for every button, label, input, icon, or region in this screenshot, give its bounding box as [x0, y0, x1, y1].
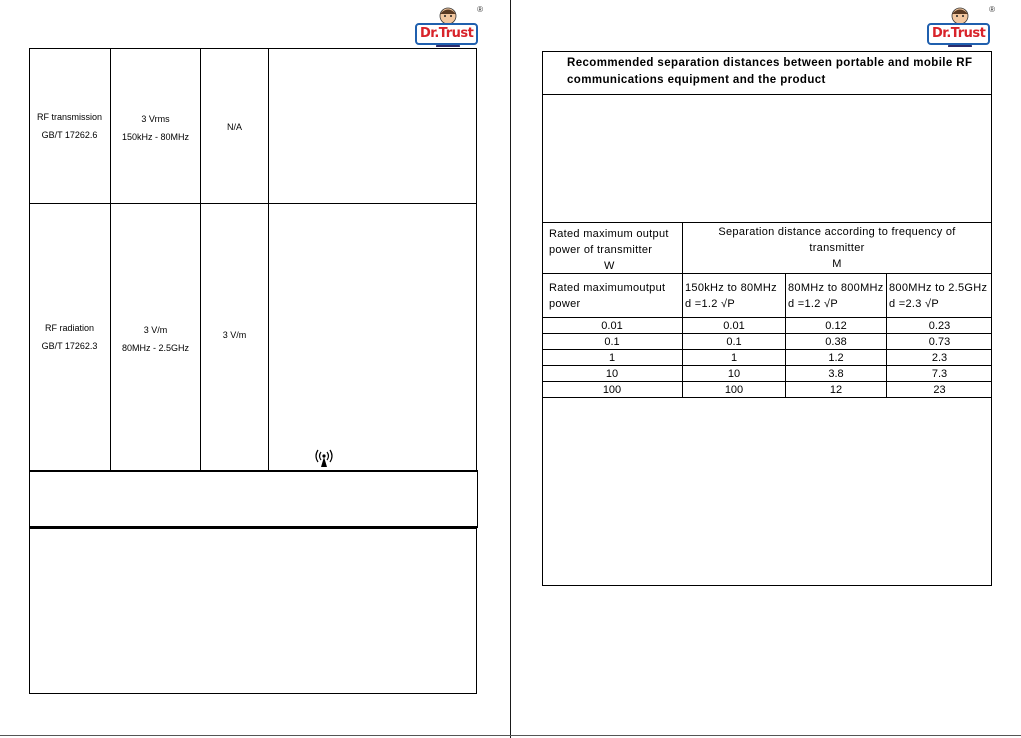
compliance-level: 3 V/m — [222, 330, 247, 340]
distance-value: 0.73 — [928, 336, 951, 348]
brand-logo — [925, 5, 995, 47]
test-name-cell — [29, 108, 110, 144]
test-standard: GB/T 17262.6 — [41, 130, 98, 140]
note-box — [29, 470, 478, 528]
band-column-header — [685, 280, 785, 312]
power-value: 0.1 — [604, 336, 620, 348]
distance-value: 0.1 — [726, 336, 742, 348]
distance-value: 1 — [730, 352, 738, 364]
separation-header-line: Separation distance according to frequency of — [718, 226, 956, 238]
test-name-cell — [29, 319, 110, 355]
power-value: 0.01 — [601, 320, 623, 332]
column-divider — [268, 48, 269, 472]
power-header-line: power of transmitter — [549, 244, 653, 256]
power-subheader — [549, 280, 679, 312]
separation-header-line: transmitter — [809, 242, 865, 254]
table-title-line: communications equipment and the product — [567, 74, 826, 86]
power-header — [549, 226, 679, 274]
test-level-cell — [111, 110, 200, 146]
distance-value: 1.2 — [828, 352, 844, 364]
distance-value: 0.01 — [723, 320, 745, 332]
guidance-box — [29, 528, 477, 694]
distance-value: 2.3 — [931, 352, 948, 364]
band-label: 800MHz to 2.5GHz — [889, 282, 988, 294]
row-divider — [542, 222, 992, 223]
test-level-range: 150kHz - 80MHz — [121, 132, 190, 142]
registered-mark: ® — [477, 5, 483, 14]
power-subheader-line: Rated maximumoutput — [549, 282, 666, 294]
test-level-range: 80MHz - 2.5GHz — [121, 343, 190, 353]
test-level-value: 3 Vrms — [141, 114, 170, 124]
compliance-level-cell — [201, 118, 268, 136]
distance-value: 10 — [727, 368, 741, 380]
distance-value: 3.8 — [828, 368, 844, 380]
band-label: 80MHz to 800MHz — [788, 282, 884, 294]
bottom-rule — [0, 735, 1021, 736]
compliance-level-cell — [201, 326, 268, 344]
page-divider — [510, 0, 511, 738]
logo-wordmark: Dr.Trust — [415, 23, 478, 45]
test-name: RF radiation — [44, 323, 95, 333]
band-column-header — [788, 280, 888, 312]
power-value: 100 — [602, 384, 622, 396]
distance-value: 100 — [724, 384, 744, 396]
distance-value: 7.3 — [931, 368, 948, 380]
logo-wordmark: Dr.Trust — [927, 23, 990, 45]
power-unit: W — [604, 260, 615, 272]
compliance-level: N/A — [226, 122, 242, 132]
test-level-value: 3 V/m — [143, 325, 168, 335]
band-formula: d =1.2 √P — [788, 298, 839, 310]
non-ionizing-radiation-icon — [313, 449, 335, 469]
band-formula: d =1.2 √P — [685, 298, 736, 310]
band-label: 150kHz to 80MHz — [685, 282, 777, 294]
distance-value: 0.38 — [825, 336, 847, 348]
brand-logo — [413, 5, 483, 47]
table-title-line: Recommended separation distances between portable and mobile RF — [567, 57, 973, 69]
distance-value: 23 — [933, 384, 946, 396]
band-column-header — [889, 280, 991, 312]
power-value: 1 — [608, 352, 616, 364]
distance-value: 0.23 — [928, 320, 951, 332]
table-title — [567, 55, 987, 89]
separation-header — [682, 224, 992, 272]
row-divider — [542, 94, 992, 95]
registered-mark: ® — [989, 5, 995, 14]
row-divider — [542, 273, 992, 274]
column-divider — [200, 48, 201, 472]
distance-value: 0.12 — [825, 320, 847, 332]
power-subheader-line: power — [549, 298, 581, 310]
test-level-cell — [111, 321, 200, 357]
power-header-line: Rated maximum output — [549, 228, 669, 240]
power-value: 10 — [605, 368, 619, 380]
band-formula: d =2.3 √P — [889, 298, 940, 310]
distance-unit: M — [832, 258, 842, 270]
test-name: RF transmission — [36, 112, 102, 122]
test-standard: GB/T 17262.3 — [41, 341, 98, 351]
distance-value: 12 — [829, 384, 843, 396]
row-divider — [29, 203, 477, 204]
